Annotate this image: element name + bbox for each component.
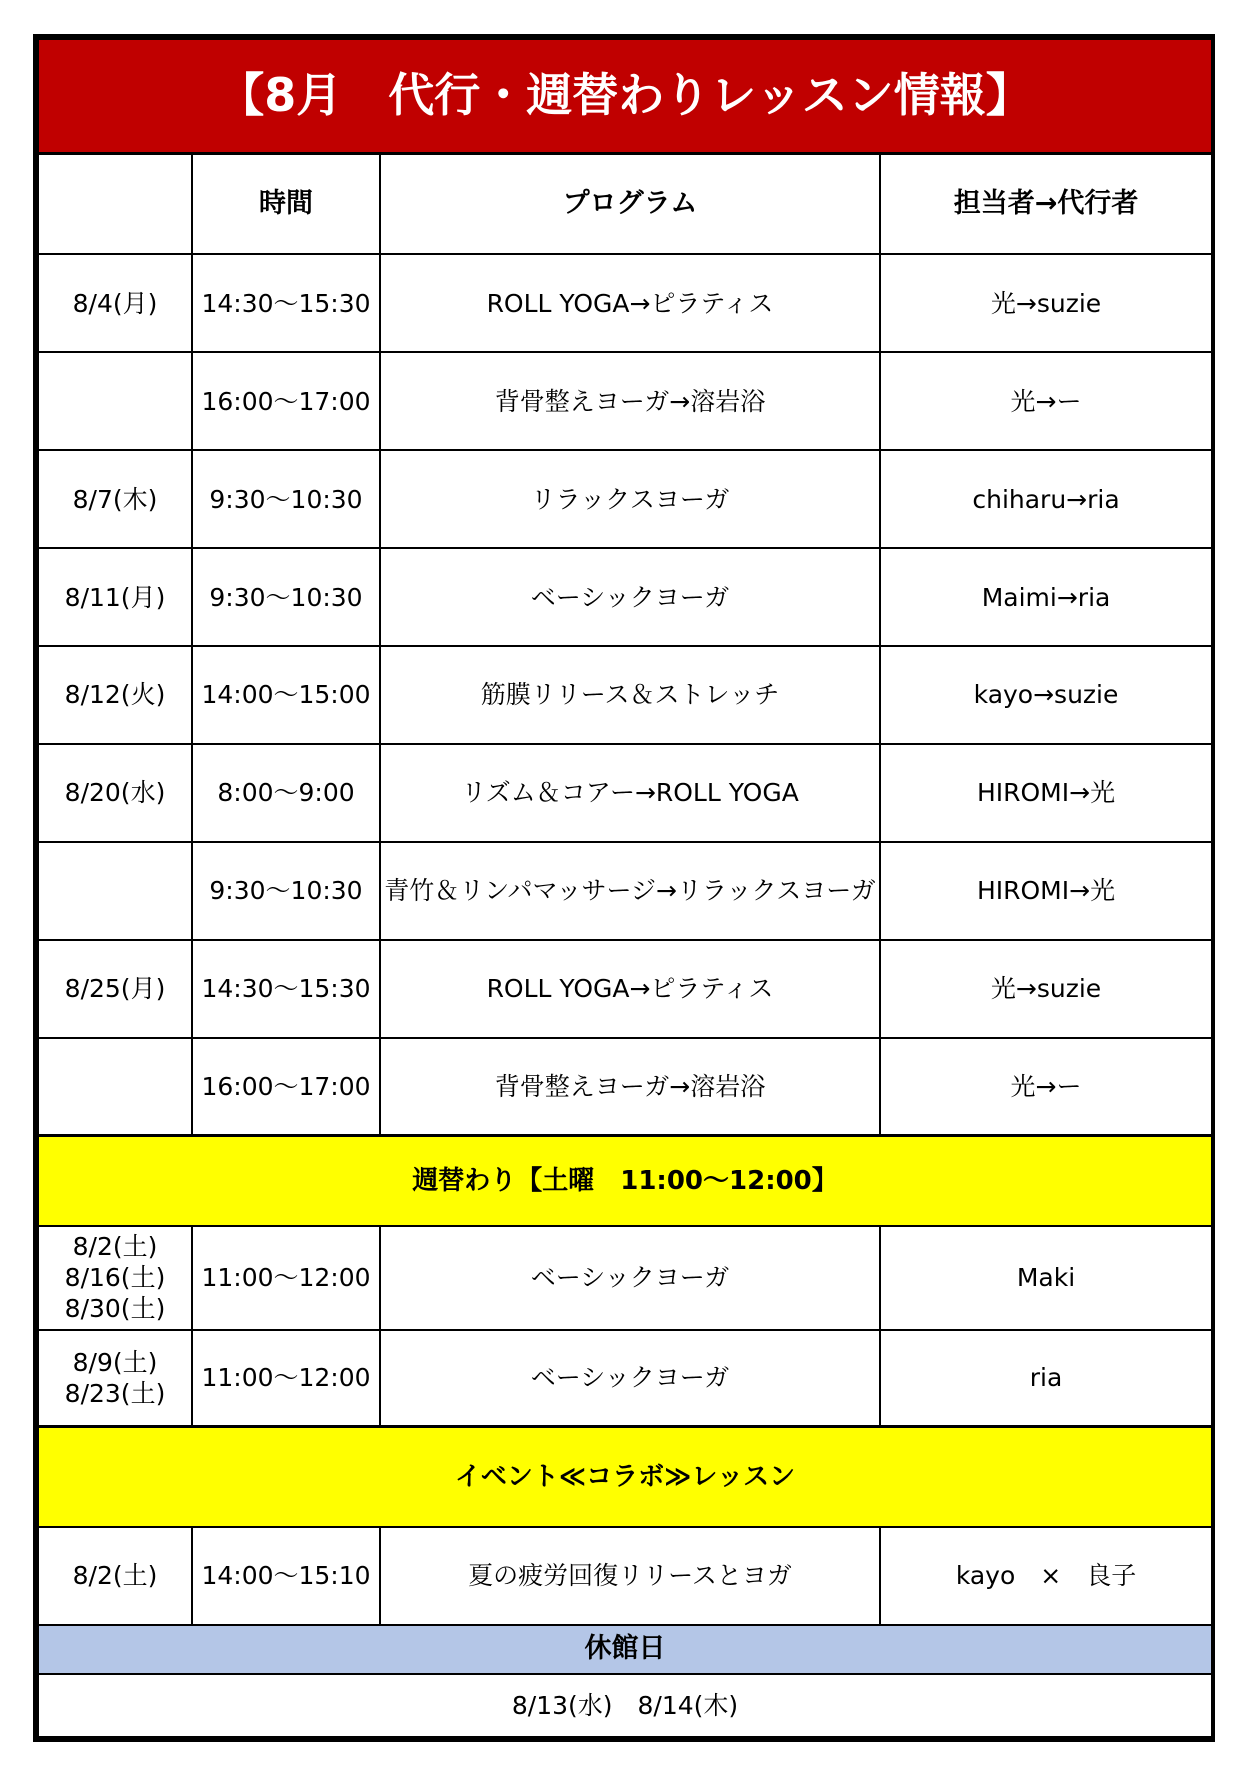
header-program: プログラム <box>380 153 880 254</box>
header-time: 時間 <box>192 153 380 254</box>
row-date <box>38 842 192 940</box>
row-dates <box>38 1226 192 1330</box>
row-program: リラックスヨーガ <box>380 450 880 548</box>
row-instructor: kayo × 良子 <box>880 1527 1212 1625</box>
table-row <box>38 254 1212 352</box>
row-time: 11:00～12:00 <box>192 1226 380 1330</box>
row-program: ベーシックヨーガ <box>380 548 880 646</box>
row-program: ROLL YOGA→ピラティス <box>380 254 880 352</box>
row-time: 14:30～15:30 <box>192 940 380 1038</box>
row-program: 筋膜リリース＆ストレッチ <box>380 646 880 744</box>
row-instructor: 光→ー <box>880 352 1212 450</box>
row-time: 8:00～9:00 <box>192 744 380 842</box>
row-time: 16:00～17:00 <box>192 1038 380 1136</box>
row-time: 14:00～15:00 <box>192 646 380 744</box>
table-row <box>38 1330 1212 1427</box>
table-header-row <box>38 153 1212 254</box>
row-date: 8/25(月) <box>38 940 192 1038</box>
row-date: 8/23(土) <box>64 1378 166 1408</box>
row-program: 背骨整えヨーガ→溶岩浴 <box>380 352 880 450</box>
row-instructor: Maki <box>880 1226 1212 1330</box>
row-date: 8/9(土) <box>72 1347 158 1377</box>
header-date <box>38 153 192 254</box>
row-instructor: 光→suzie <box>880 940 1212 1038</box>
row-date: 8/16(土) <box>64 1263 166 1293</box>
table-row <box>38 1038 1212 1136</box>
row-program: ベーシックヨーガ <box>380 1330 880 1427</box>
row-time: 9:30～10:30 <box>192 450 380 548</box>
row-date: 8/11(月) <box>38 548 192 646</box>
row-date: 8/2(土) <box>38 1527 192 1625</box>
row-instructor: kayo→suzie <box>880 646 1212 744</box>
lesson-table <box>37 38 1213 1738</box>
table-row <box>38 548 1212 646</box>
page-title: 【8月 代行・週替わりレッスン情報】 <box>38 39 1212 153</box>
row-program: リズム＆コアー→ROLL YOGA <box>380 744 880 842</box>
row-date <box>38 352 192 450</box>
table-row <box>38 450 1212 548</box>
table-row <box>38 940 1212 1038</box>
row-program: 青竹＆リンパマッサージ→リラックスヨーガ <box>380 842 880 940</box>
table-row <box>38 744 1212 842</box>
table-row <box>38 842 1212 940</box>
row-date: 8/30(土) <box>64 1294 166 1324</box>
table-row <box>38 1226 1212 1330</box>
closed-days-dates: 8/13(水) 8/14(木) <box>38 1674 1212 1737</box>
row-time: 14:30～15:30 <box>192 254 380 352</box>
row-time: 14:00～15:10 <box>192 1527 380 1625</box>
row-date <box>38 1038 192 1136</box>
table-row <box>38 352 1212 450</box>
row-time: 9:30～10:30 <box>192 548 380 646</box>
event-section-heading: イベント≪コラボ≫レッスン <box>38 1427 1212 1527</box>
row-instructor: chiharu→ria <box>880 450 1212 548</box>
closed-days-heading: 休館日 <box>38 1625 1212 1674</box>
row-instructor: ria <box>880 1330 1212 1427</box>
row-dates <box>38 1330 192 1427</box>
row-program: 夏の疲労回復リリースとヨガ <box>380 1527 880 1625</box>
row-instructor: 光→ー <box>880 1038 1212 1136</box>
row-date: 8/7(木) <box>38 450 192 548</box>
row-instructor: HIROMI→光 <box>880 842 1212 940</box>
row-time: 9:30～10:30 <box>192 842 380 940</box>
table-row <box>38 1527 1212 1625</box>
row-date: 8/2(土) <box>72 1231 158 1261</box>
weekly-section-heading: 週替わり【土曜 11:00～12:00】 <box>38 1136 1212 1226</box>
row-instructor: 光→suzie <box>880 254 1212 352</box>
table-row <box>38 646 1212 744</box>
row-instructor: HIROMI→光 <box>880 744 1212 842</box>
row-time: 11:00～12:00 <box>192 1330 380 1427</box>
row-date: 8/20(水) <box>38 744 192 842</box>
row-program: ROLL YOGA→ピラティス <box>380 940 880 1038</box>
row-program: ベーシックヨーガ <box>380 1226 880 1330</box>
row-date: 8/12(火) <box>38 646 192 744</box>
row-program: 背骨整えヨーガ→溶岩浴 <box>380 1038 880 1136</box>
row-date: 8/4(月) <box>38 254 192 352</box>
row-time: 16:00～17:00 <box>192 352 380 450</box>
lesson-info-sheet <box>33 34 1215 1742</box>
row-instructor: Maimi→ria <box>880 548 1212 646</box>
header-instructor: 担当者→代行者 <box>880 153 1212 254</box>
